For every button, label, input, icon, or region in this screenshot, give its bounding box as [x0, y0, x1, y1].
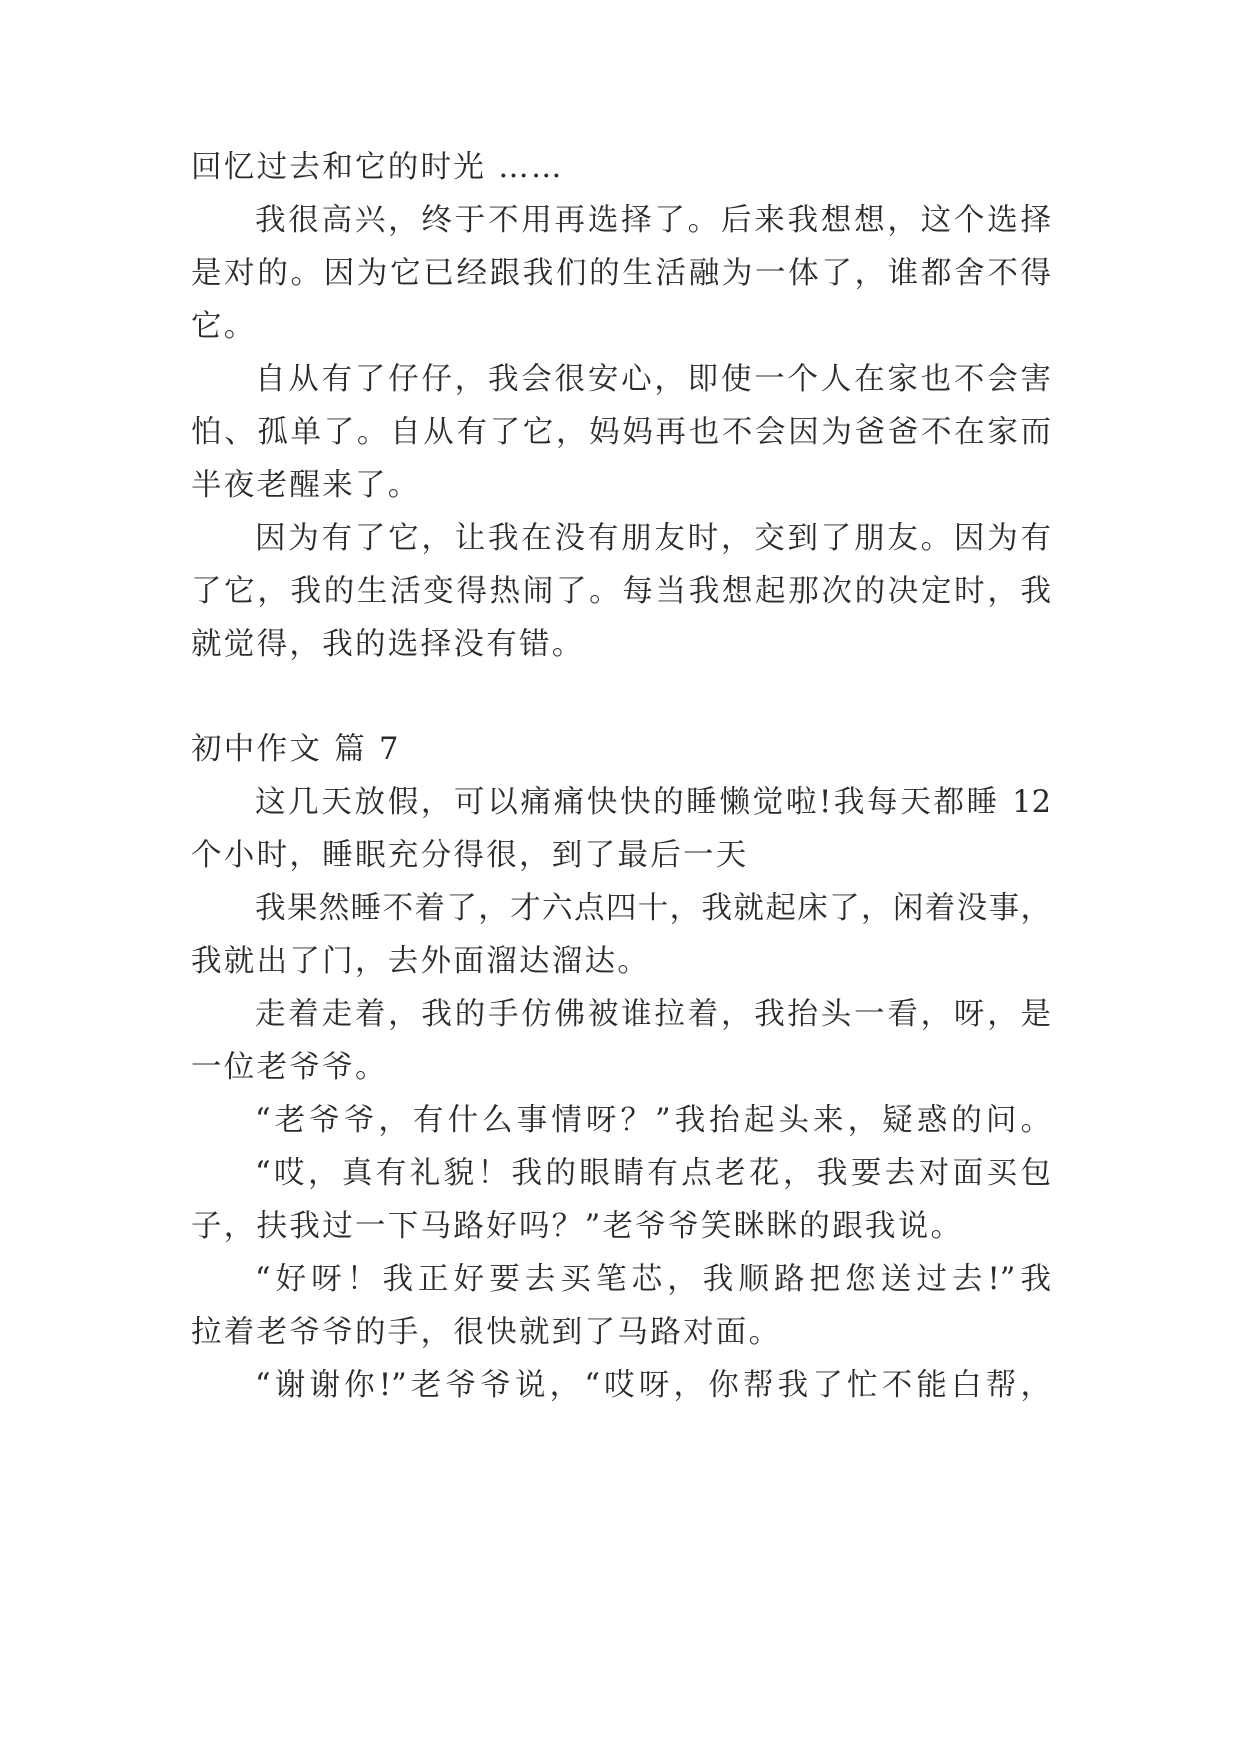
paragraph-line: 个小时，睡眠充分得很，到了最后一天 [191, 838, 749, 873]
paragraph-line: 拉着老爷爷的手，很快就到了马路对面。 [191, 1315, 782, 1350]
paragraph-line: 自从有了仔仔，我会很安心，即使一个人在家也不会害 [255, 362, 1051, 397]
paragraph-line: 走着走着，我的手仿佛被谁拉着，我抬头一看，呀，是 [255, 997, 1051, 1032]
paragraph-line: 因为有了它，让我在没有朋友时，交到了朋友。因为有 [255, 521, 1051, 556]
paragraph-line: 我就出了门，去外面溜达溜达。 [191, 944, 651, 979]
paragraph-line: 半夜老醒来了。 [191, 468, 421, 503]
paragraph-line: 子，扶我过一下马路好吗？”老爷爷笑眯眯的跟我说。 [191, 1209, 964, 1244]
paragraph-line: “老爷爷，有什么事情呀？”我抬起头来，疑惑的问。 [255, 1103, 1051, 1138]
paragraph-line: 这几天放假，可以痛痛快快的睡懒觉啦!我每天都睡 12 [255, 785, 1051, 820]
paragraph-line: 就觉得，我的选择没有错。 [191, 627, 585, 662]
section-heading: 初中作文 篇 7 [191, 732, 401, 767]
paragraph-line: 我很高兴，终于不用再选择了。后来我想想，这个选择 [255, 203, 1051, 238]
paragraph-line: 一位老爷爷。 [191, 1050, 388, 1085]
document-page [191, 0, 1051, 1754]
paragraph-line: 是对的。因为它已经跟我们的生活融为一体了，谁都舍不得 [191, 256, 1051, 291]
paragraph-line: 我果然睡不着了，才六点四十，我就起床了，闲着没事， [255, 891, 1051, 926]
paragraph-line: “谢谢你!”老爷爷说，“哎呀，你帮我了忙不能白帮， [255, 1368, 1051, 1403]
paragraph-line: 了它，我的生活变得热闹了。每当我想起那次的决定时，我 [191, 574, 1051, 609]
text-line: 回忆过去和它的时光 …… [191, 150, 564, 185]
paragraph-line: “哎，真有礼貌！我的眼睛有点老花，我要去对面买包 [255, 1156, 1051, 1191]
paragraph-line: 怕、孤单了。自从有了它，妈妈再也不会因为爸爸不在家而 [191, 415, 1051, 450]
paragraph-line: 它。 [191, 309, 257, 344]
paragraph-line: “好呀！我正好要去买笔芯，我顺路把您送过去!”我 [255, 1262, 1051, 1297]
